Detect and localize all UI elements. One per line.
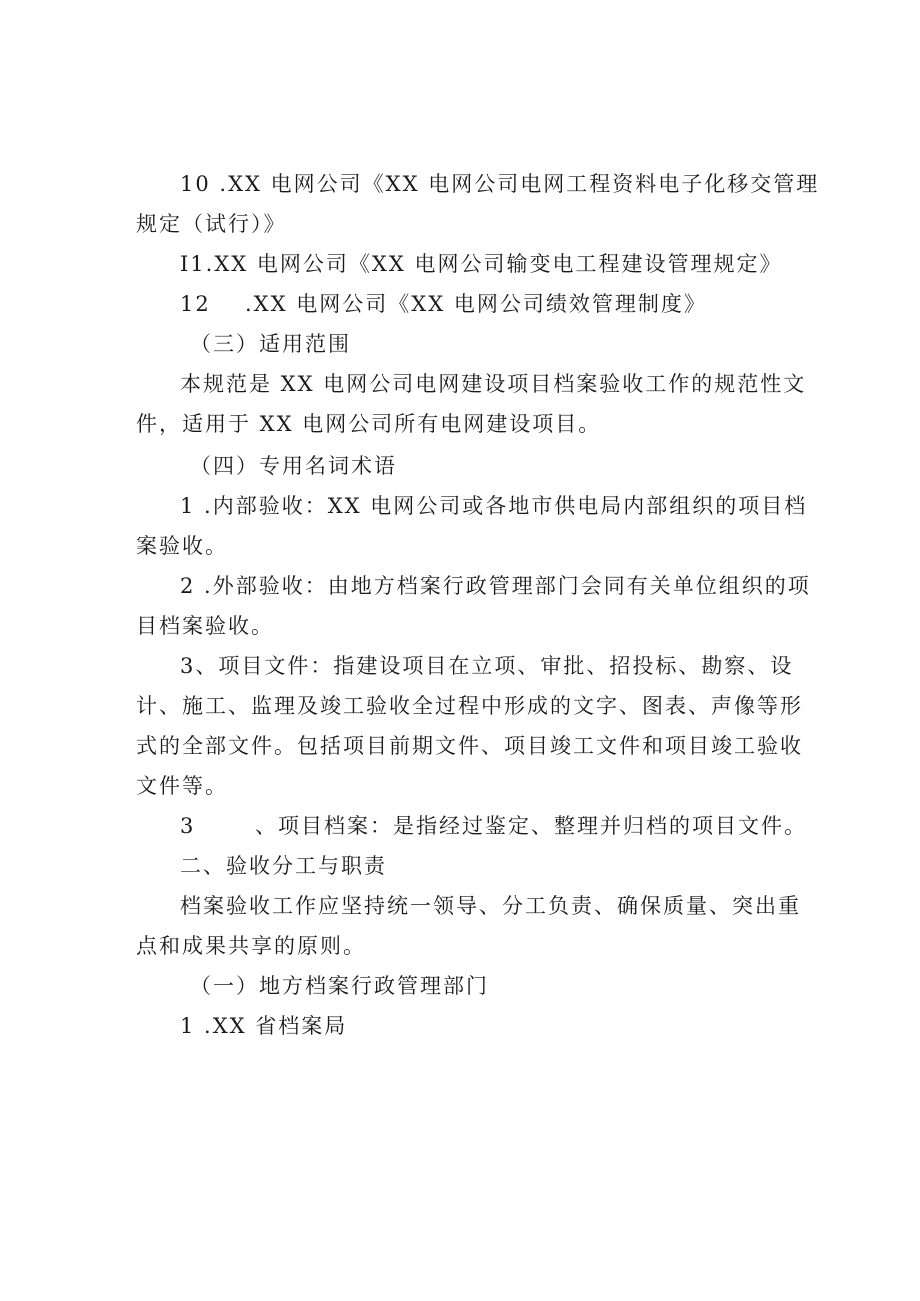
term-4-text: 、项目档案：是指经过鉴定、整理并归档的项目文件。 [255,814,807,838]
term-3-line-1: 3、项目文件：指建设项目在立项、审批、招投标、勘察、设 [180,654,794,678]
reference-11: I1.XX 电网公司《XX 电网公司输变电工程建设管理规定》 [180,252,783,276]
section-heading-division-of-duties: 二、验收分工与职责 [180,854,387,878]
reference-12-number: 12 [180,292,211,316]
reference-10-line-2: 规定（试行）》 [136,212,287,236]
section-heading-terms: （四）专用名词术语 [190,454,397,478]
reference-12-text: .XX 电网公司《XX 电网公司绩效管理制度》 [245,292,707,316]
item-provincial-archives-bureau: 1 .XX 省档案局 [180,1014,348,1038]
section-heading-scope: （三）适用范围 [190,332,351,356]
term-3-line-2: 计、施工、监理及竣工验收全过程中形成的文字、图表、声像等形 [136,694,803,718]
reference-10-line-1: 10 .XX 电网公司《XX 电网公司电网工程资料电子化移交管理 [180,172,820,196]
term-3-line-3: 式的全部文件。包括项目前期文件、项目竣工文件和项目竣工验收 [136,734,803,758]
subsection-heading-local-archives: （一）地方档案行政管理部门 [190,974,489,998]
term-4-number: 3 [180,814,196,838]
scope-paragraph-line-1: 本规范是 XX 电网公司电网建设项目档案验收工作的规范性文 [180,372,807,396]
term-1-line-1: 1 .内部验收：XX 电网公司或各地市供电局内部组织的项目档 [180,494,808,518]
principle-paragraph-line-1: 档案验收工作应坚持统一领导、分工负责、确保质量、突出重 [180,894,801,918]
term-2-line-1: 2 .外部验收：由地方档案行政管理部门会同有关单位组织的项 [180,574,811,598]
principle-paragraph-line-2: 点和成果共享的原则。 [136,934,366,958]
scope-paragraph-line-2: 件，适用于 XX 电网公司所有电网建设项目。 [136,412,602,436]
term-2-line-2: 目档案验收。 [136,614,274,638]
term-1-line-2: 案验收。 [136,534,228,558]
term-3-line-4: 文件等。 [136,774,228,798]
